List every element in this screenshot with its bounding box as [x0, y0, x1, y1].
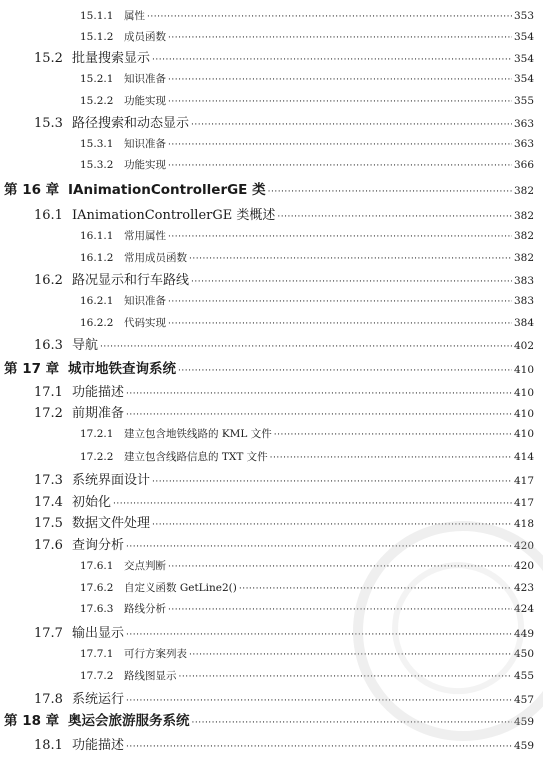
toc-page-number: 459 [513, 740, 534, 752]
toc-page-number: 418 [513, 518, 534, 530]
toc-title: 奥运会旅游服务系统 [68, 713, 190, 729]
leader-dots [100, 342, 512, 352]
toc-title: 功能实现 [124, 95, 166, 107]
toc-title: 系统运行 [72, 692, 125, 707]
toc-title: 路径搜索和动态显示 [72, 116, 190, 131]
toc-page-number: 410 [513, 364, 534, 376]
toc-page-number: 410 [513, 428, 534, 440]
toc-page-number: 410 [513, 408, 534, 420]
toc-number: 17.7 [34, 626, 63, 641]
toc-title: 知识准备 [124, 73, 166, 85]
toc-subsection [0, 315, 543, 330]
toc-subsection [0, 449, 543, 464]
toc-page-number: 363 [513, 138, 534, 150]
toc-number: 17.6 [34, 538, 63, 553]
toc-number: 17.7.1 [80, 648, 114, 660]
toc-page-number: 455 [513, 670, 534, 682]
toc-page-number: 420 [513, 540, 534, 552]
toc-page-number: 457 [513, 694, 534, 706]
toc-title: 数据文件处理 [72, 516, 151, 531]
toc-page-number: 354 [513, 53, 534, 65]
toc-section [0, 204, 543, 223]
toc-title: 建立包含线路信息的 TXT 文件 [124, 451, 268, 463]
toc-number: 16.1.2 [80, 252, 114, 264]
toc-title: 常用成员函数 [124, 252, 187, 264]
toc-title: 批量搜索显示 [72, 51, 151, 66]
toc-page-number: 355 [513, 95, 534, 107]
toc-section [0, 112, 543, 131]
toc-page-number: 424 [513, 603, 534, 615]
toc-page-number: 423 [513, 582, 534, 594]
toc-page-number: 414 [513, 451, 534, 463]
toc-page-number: 354 [513, 73, 534, 85]
toc-number: 17.1 [34, 385, 63, 400]
toc-title: 输出显示 [72, 626, 125, 641]
leader-dots [126, 410, 512, 420]
leader-dots [168, 161, 512, 171]
toc-number: 16.1.1 [80, 230, 114, 242]
toc-section [0, 402, 543, 421]
toc-section [0, 491, 543, 510]
leader-dots [152, 55, 512, 65]
toc-title: 功能描述 [72, 738, 125, 753]
toc-title: 代码实现 [124, 317, 166, 329]
toc-chapter [0, 357, 543, 377]
leader-dots [191, 120, 512, 130]
toc-number: 15.2 [34, 51, 63, 66]
toc-number: 17.4 [34, 495, 63, 510]
toc-page-number: 420 [513, 560, 534, 572]
toc-number: 16.2.1 [80, 295, 114, 307]
toc-subsection [0, 29, 543, 44]
toc-number: 第 17 章 [4, 361, 60, 377]
toc-subsection [0, 250, 543, 265]
leader-dots [274, 430, 512, 440]
toc-number: 15.1.2 [80, 31, 114, 43]
toc-subsection [0, 426, 543, 441]
leader-dots [277, 212, 512, 222]
toc-section [0, 469, 543, 488]
toc-title: 导航 [72, 338, 99, 353]
toc-number: 15.2.2 [80, 95, 114, 107]
toc-number: 15.3.2 [80, 159, 114, 171]
toc-page-number: 353 [513, 10, 534, 22]
toc-chapter [0, 178, 543, 198]
toc-page-number: 382 [513, 252, 534, 264]
toc-number: 17.3 [34, 473, 63, 488]
toc-title: 自定义函数 GetLine2() [124, 582, 237, 594]
toc-number: 第 18 章 [4, 713, 60, 729]
toc-page-number: 382 [513, 185, 534, 197]
toc-page-number: 449 [513, 628, 534, 640]
toc-title: 路况显示和行车路线 [72, 273, 190, 288]
toc-page-number: 417 [513, 497, 534, 509]
toc-page-number: 354 [513, 31, 534, 43]
leader-dots [268, 187, 512, 197]
leader-dots [168, 232, 512, 242]
toc-number: 17.2.2 [80, 451, 114, 463]
toc-title: 建立包含地铁线路的 KML 文件 [124, 428, 272, 440]
toc-subsection [0, 293, 543, 308]
toc-page-number: 383 [513, 295, 534, 307]
toc-title: 属性 [124, 10, 145, 22]
leader-dots [126, 389, 512, 399]
toc-title: 路线分析 [124, 603, 166, 615]
toc-number: 16.3 [34, 338, 63, 353]
toc-page-number: 402 [513, 340, 534, 352]
toc-number: 15.3.1 [80, 138, 114, 150]
leader-dots [152, 477, 512, 487]
toc-title: IAnimationControllerGE 类概述 [72, 208, 276, 223]
toc-number: 16.2.2 [80, 317, 114, 329]
leader-dots [168, 75, 512, 85]
toc-number: 15.2.1 [80, 73, 114, 85]
toc-number: 15.1.1 [80, 10, 114, 22]
leader-dots [168, 33, 512, 43]
toc-page-number: 459 [513, 716, 534, 728]
toc-page-number: 382 [513, 210, 534, 222]
toc-subsection [0, 157, 543, 172]
toc-subsection [0, 136, 543, 151]
toc-page-number: 363 [513, 118, 534, 130]
leader-dots [147, 12, 512, 22]
leader-dots [168, 297, 512, 307]
leader-dots [191, 277, 512, 287]
toc-subsection [0, 8, 543, 23]
toc-number: 17.7.2 [80, 670, 114, 682]
toc-number: 17.2.1 [80, 428, 114, 440]
toc-title: 可行方案列表 [124, 648, 187, 660]
toc-title: 系统界面设计 [72, 473, 151, 488]
toc-title: IAnimationControllerGE 类 [68, 182, 266, 198]
toc-number: 17.6.1 [80, 560, 114, 572]
toc-page-number: 410 [513, 387, 534, 399]
toc-title: 知识准备 [124, 295, 166, 307]
toc-number: 18.1 [34, 738, 63, 753]
toc-section [0, 47, 543, 66]
leader-dots [168, 140, 512, 150]
toc-number: 17.2 [34, 406, 63, 421]
toc-page-number: 383 [513, 275, 534, 287]
leader-dots [113, 499, 512, 509]
toc-title: 知识准备 [124, 138, 166, 150]
toc-section [0, 269, 543, 288]
toc-number: 第 16 章 [4, 182, 60, 198]
toc-number: 16.2 [34, 273, 63, 288]
toc-section [0, 334, 543, 353]
toc-page-number: 366 [513, 159, 534, 171]
toc-title: 交点判断 [124, 560, 166, 572]
toc-page-number: 384 [513, 317, 534, 329]
toc-title: 功能描述 [72, 385, 125, 400]
leader-dots [168, 97, 512, 107]
toc-title: 路线图显示 [124, 670, 177, 682]
leader-dots [270, 453, 512, 463]
toc-page-number: 417 [513, 475, 534, 487]
toc-title: 成员函数 [124, 31, 166, 43]
toc-title: 查询分析 [72, 538, 125, 553]
toc-page-number: 450 [513, 648, 534, 660]
leader-dots [189, 254, 512, 264]
toc-title: 前期准备 [72, 406, 125, 421]
leader-dots [168, 319, 512, 329]
leader-dots [178, 366, 512, 376]
toc-subsection [0, 71, 543, 86]
toc-subsection [0, 228, 543, 243]
toc-subsection [0, 93, 543, 108]
toc-title: 功能实现 [124, 159, 166, 171]
toc-number: 17.6.2 [80, 582, 114, 594]
toc-number: 17.6.3 [80, 603, 114, 615]
toc-title: 常用属性 [124, 230, 166, 242]
toc-section [0, 381, 543, 400]
toc-title: 城市地铁查询系统 [68, 361, 176, 377]
toc-number: 17.5 [34, 516, 63, 531]
toc-number: 17.8 [34, 692, 63, 707]
toc-number: 16.1 [34, 208, 63, 223]
toc-number: 15.3 [34, 116, 63, 131]
toc-title: 初始化 [72, 495, 112, 510]
toc-page-number: 382 [513, 230, 534, 242]
